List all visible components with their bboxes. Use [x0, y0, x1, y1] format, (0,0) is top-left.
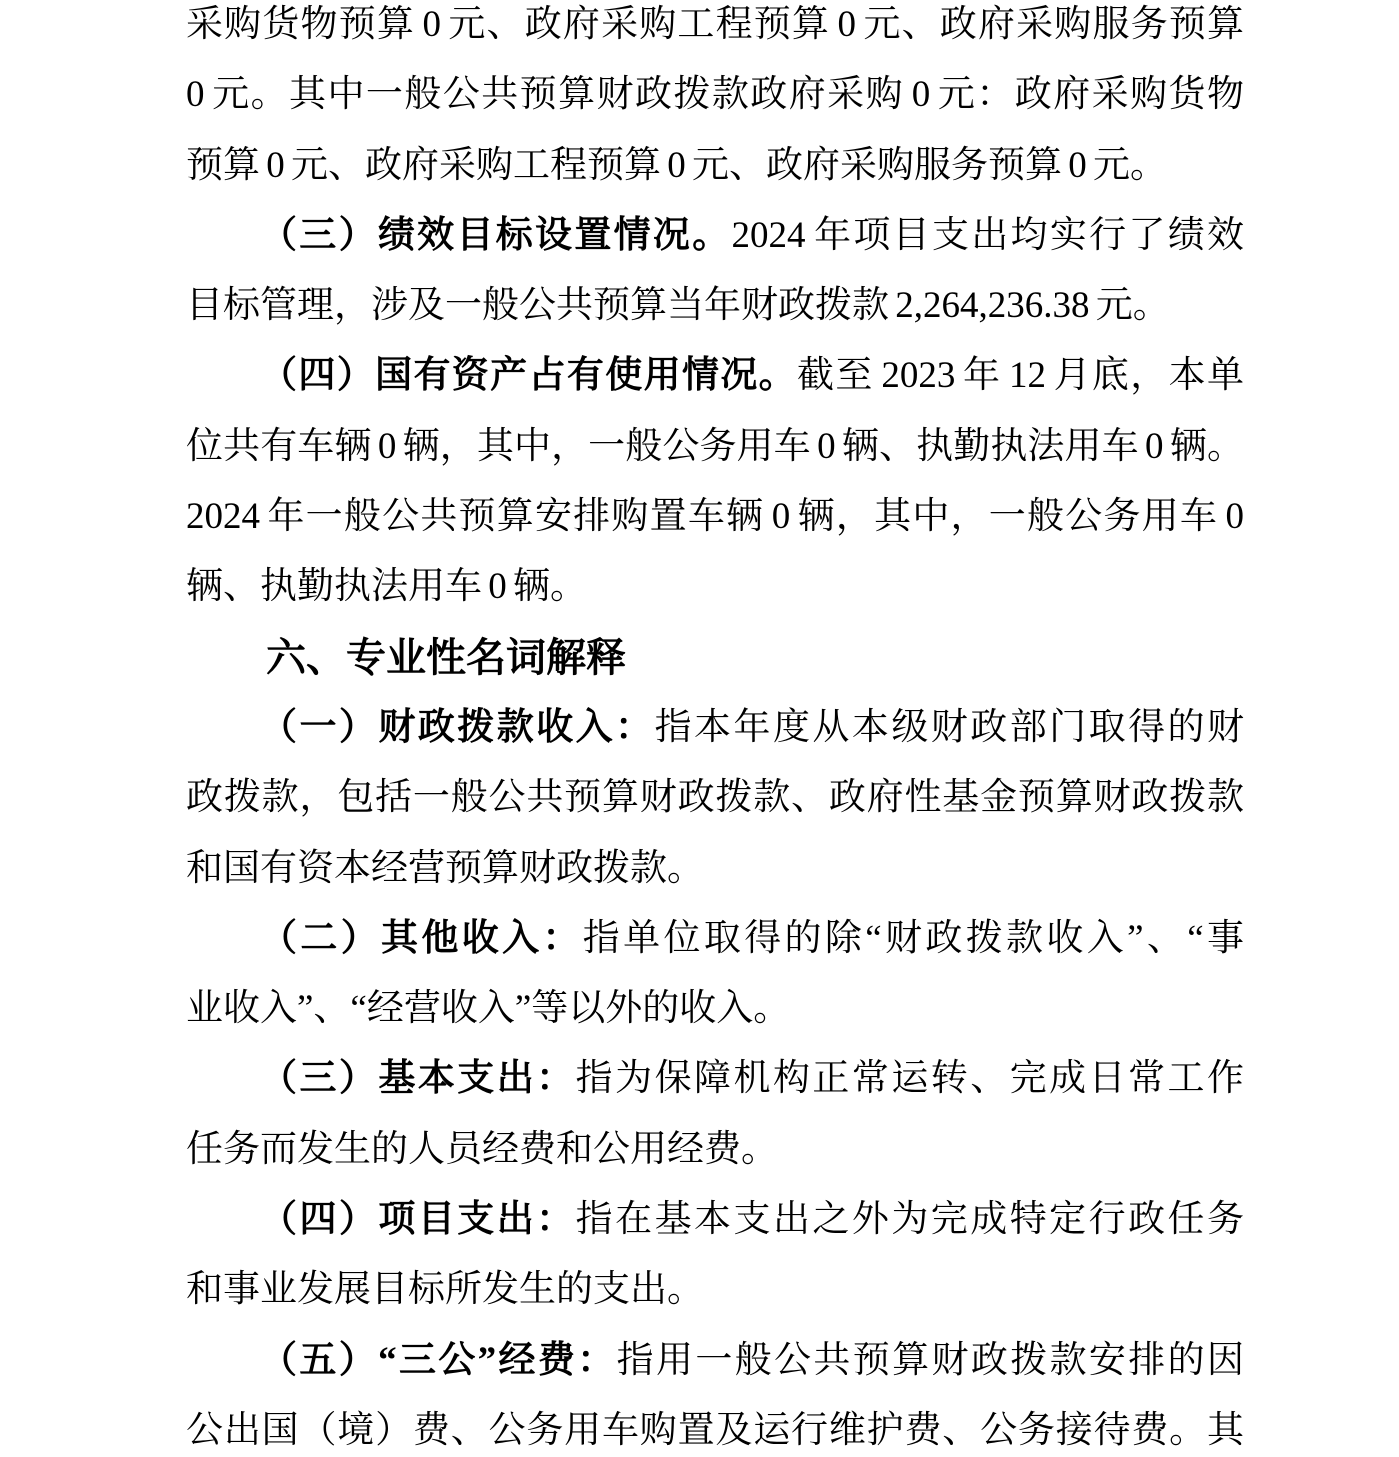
text-line [186, 904, 1244, 974]
text-run: 和事业发展目标所发生的支出。 [186, 1269, 704, 1311]
bold-run: （二）其他收入： [260, 917, 583, 959]
text-line [186, 0, 1244, 60]
text-line [186, 201, 1244, 271]
text-line [186, 1396, 1244, 1457]
text-line [186, 1115, 1244, 1185]
bold-run: （五）“三公”经费： [260, 1339, 617, 1381]
text-line [186, 1185, 1244, 1255]
text-run: 指为保障机构正常运转、完成日常工作 [575, 1058, 1245, 1100]
bold-run: （四）项目支出： [260, 1199, 576, 1241]
text-line [186, 482, 1244, 552]
text-line [186, 1326, 1244, 1396]
text-run: 指本年度从本级财政部门取得的财 [654, 706, 1245, 748]
text-run: 2024 年一般公共预算安排购置车辆 0 辆，其中，一般公务用车 0 [186, 496, 1244, 538]
text-run: 指在基本支出之外为完成特定行政任务 [575, 1199, 1245, 1241]
text-run: 公出国（境）费、公务用车购置及运行维护费、公务接待费。其 [186, 1409, 1244, 1451]
text-line [186, 341, 1244, 411]
text-line [186, 693, 1244, 763]
text-line [186, 1044, 1244, 1114]
section-heading [186, 623, 1244, 693]
text-line [186, 763, 1244, 833]
text-line [186, 974, 1244, 1044]
text-run: 0 元。其中一般公共预算财政拨款政府采购 0 元：政府采购货物 [186, 74, 1244, 116]
text-run: 和国有资本经营预算财政拨款。 [186, 847, 704, 889]
text-run: 2024 年项目支出均实行了绩效 [731, 214, 1245, 256]
text-run: 位共有车辆 0 辆，其中，一般公务用车 0 辆、执勤执法用车 0 辆。 [186, 425, 1244, 467]
text-run: 采购货物预算 0 元、政府采购工程预算 0 元、政府采购服务预算 [186, 4, 1244, 45]
text-run: 目标管理，涉及一般公共预算当年财政拨款 2,264,236.38 元。 [186, 285, 1170, 327]
text-run: 指用一般公共预算财政拨款安排的因 [616, 1339, 1245, 1381]
text-line [186, 412, 1244, 482]
text-line [186, 271, 1244, 341]
text-run: 辆、执勤执法用车 0 辆。 [186, 566, 587, 608]
text-run: 预算 0 元、政府采购工程预算 0 元、政府采购服务预算 0 元。 [186, 144, 1167, 186]
heading-text: 六、专业性名词解释 [266, 635, 626, 680]
text-line [186, 1255, 1244, 1325]
text-run: 业收入”、“经营收入”等以外的收入。 [186, 988, 791, 1030]
text-line [186, 552, 1244, 622]
text-line [186, 131, 1244, 201]
bold-run: （一）财政拨款收入： [260, 706, 655, 748]
text-line [186, 60, 1244, 130]
document-text [186, 0, 1244, 1457]
bold-run: （四）国有资产占有使用情况。 [260, 355, 798, 397]
bold-run: （三）基本支出： [260, 1058, 576, 1100]
text-run: 政拨款，包括一般公共预算财政拨款、政府性基金预算财政拨款 [186, 777, 1244, 819]
text-run: 指单位取得的除“财政拨款收入”、“事 [582, 917, 1244, 959]
text-run: 截至 2023 年 12 月底，本单 [797, 355, 1245, 397]
bold-run: （三）绩效目标设置情况。 [260, 214, 732, 256]
text-run: 任务而发生的人员经费和公用经费。 [186, 1128, 778, 1170]
text-line [186, 834, 1244, 904]
